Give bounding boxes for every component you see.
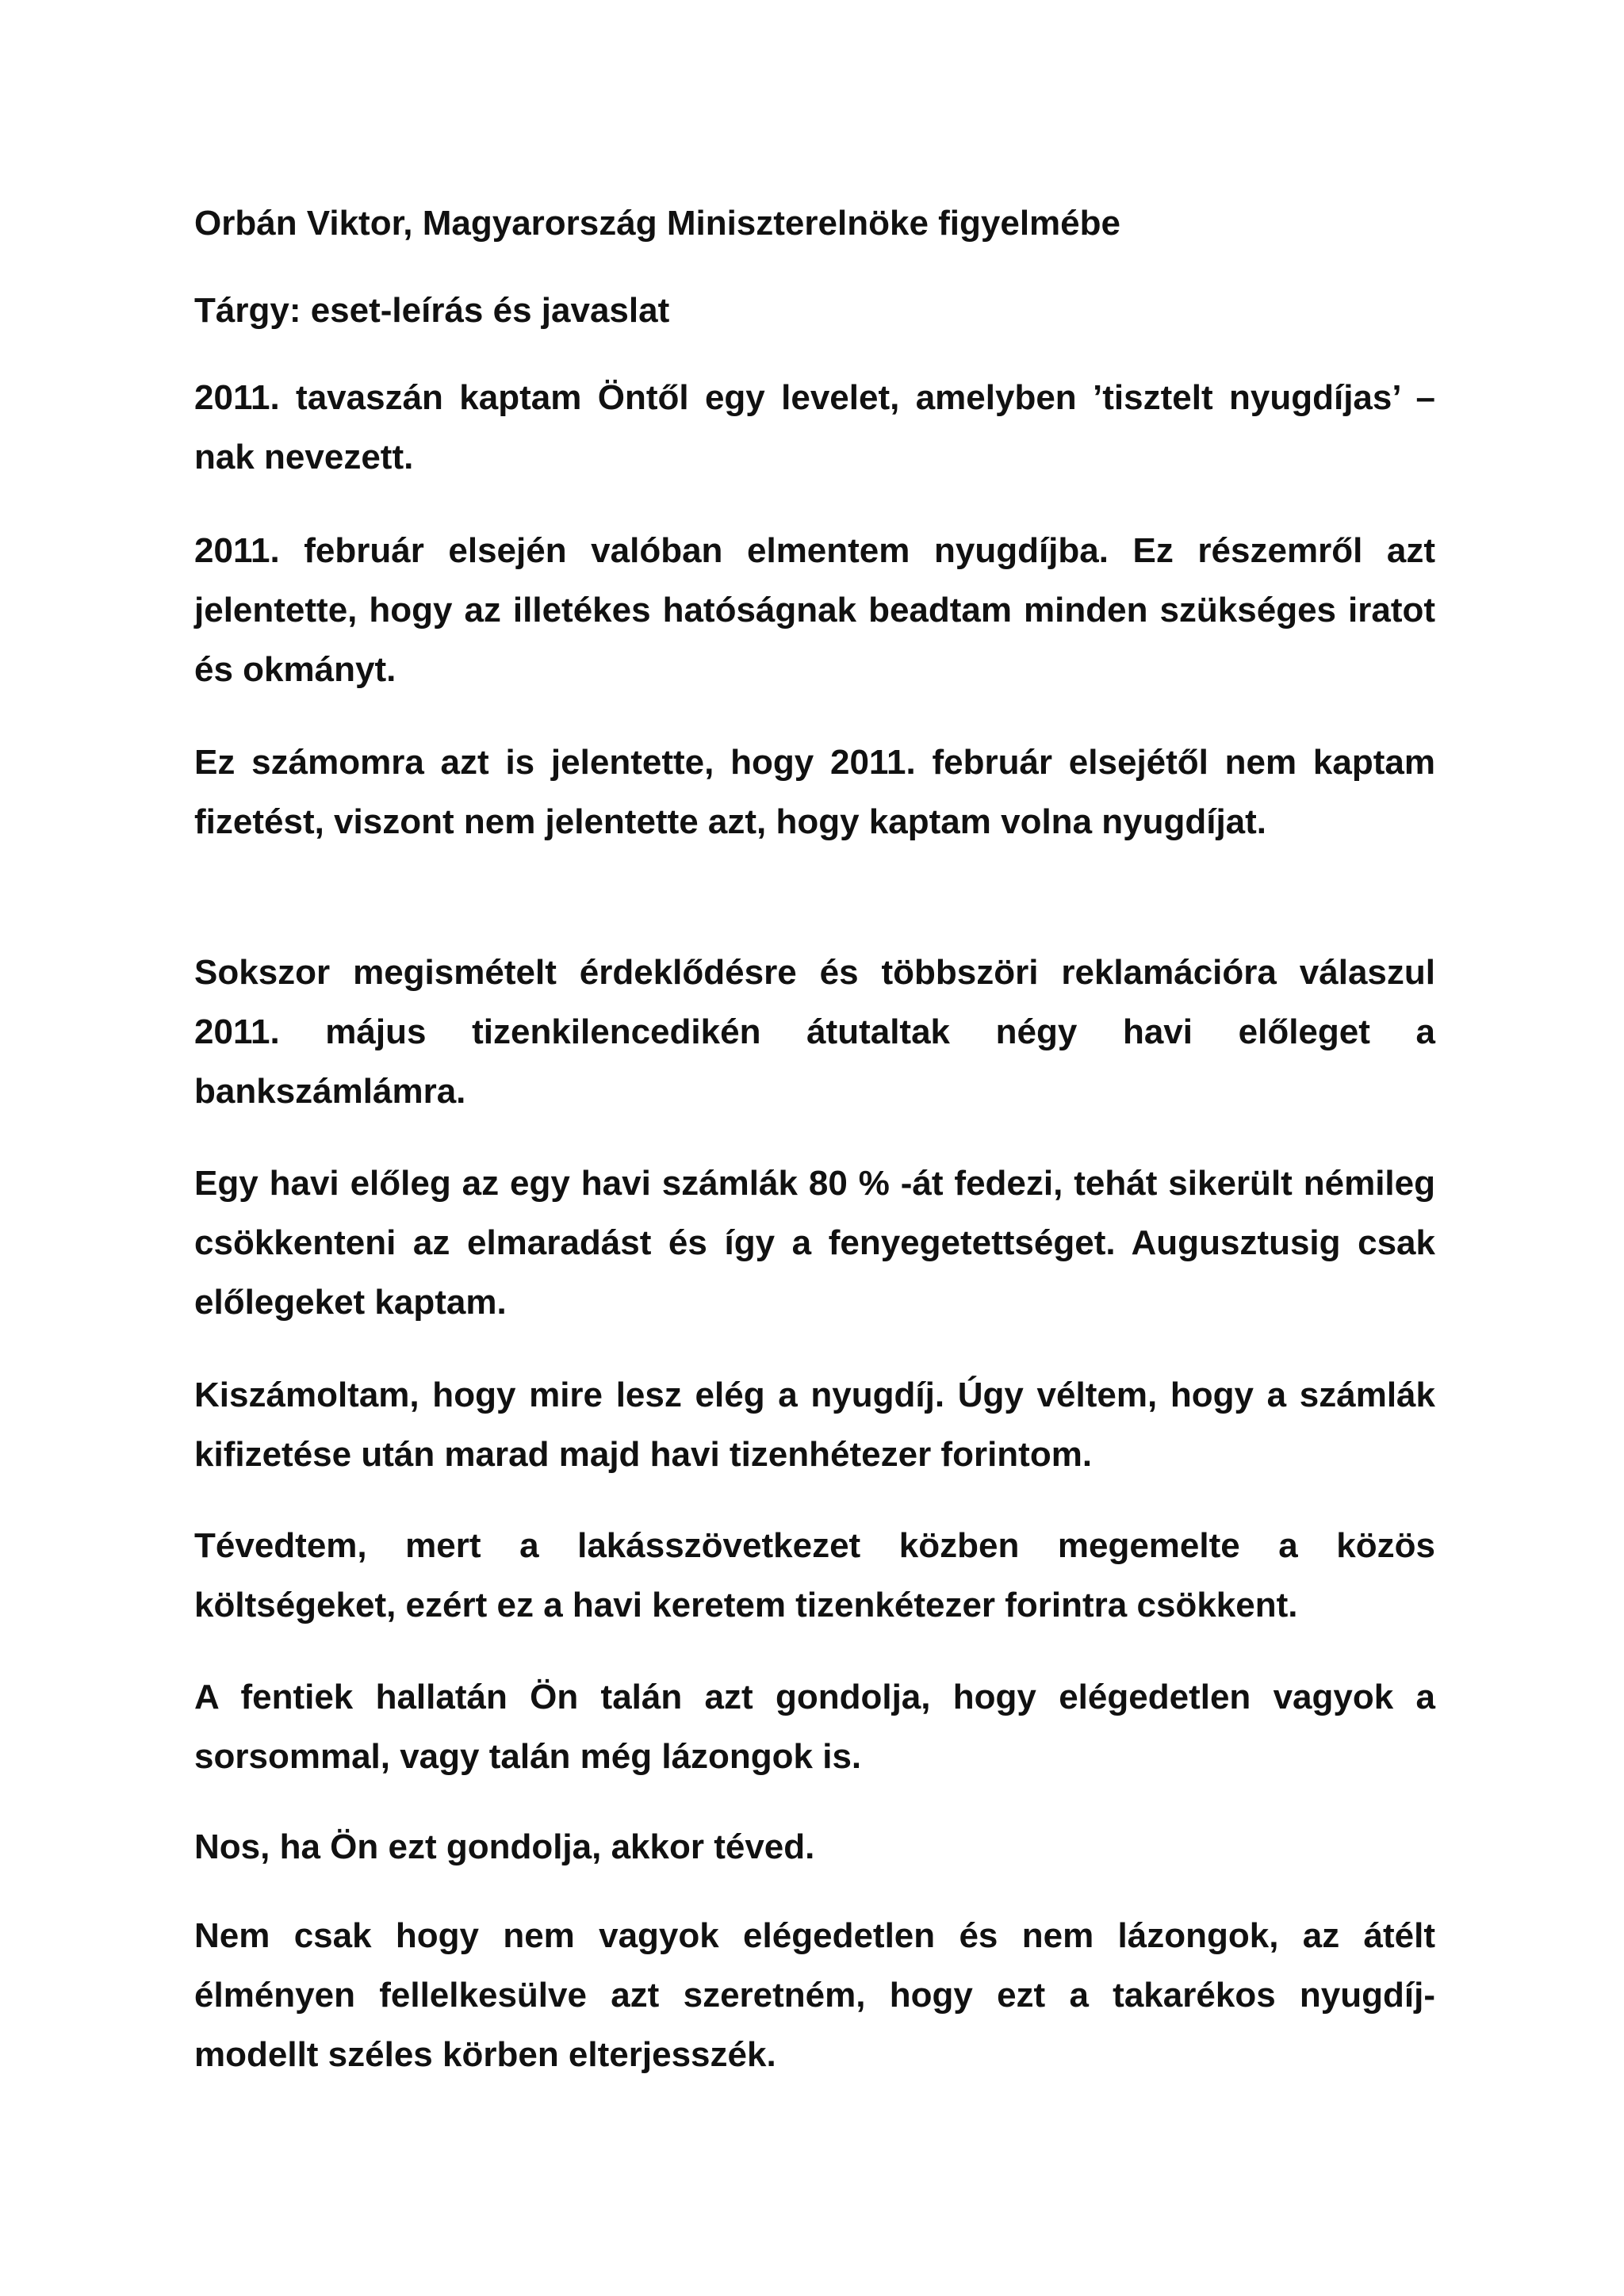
paragraph-6: Kiszámoltam, hogy mire lesz elég a nyugdíj. Úgy véltem, hogy a számlák kifizetése után marad majd havi tizenhétezer forintom. xyxy=(194,1376,1435,1474)
subject-line: Tárgy: eset-leírás és javaslat xyxy=(194,291,670,330)
addressee-line: Orbán Viktor, Magyarország Miniszterelnöke figyelmébe xyxy=(194,204,1120,243)
paragraph-2: 2011. február elsején valóban elmentem nyugdíjba. Ez részemről azt jelentette, hogy az illetékes hatóságnak beadtam minden szükséges iratot és okmányt. xyxy=(194,531,1435,689)
paragraph-3: Ez számomra azt is jelentette, hogy 2011. február elsejétől nem kaptam fizetést, viszont nem jelentette azt, hogy kaptam volna nyugdíjat. xyxy=(194,743,1435,841)
paragraph-8: A fentiek hallatán Ön talán azt gondolja, hogy elégedetlen vagyok a sorsommal, vagy talán még lázongok is. xyxy=(194,1678,1435,1776)
paragraph-1: 2011. tavaszán kaptam Öntől egy levelet, amelyben ’tisztelt nyugdíjas’ –nak nevezett. xyxy=(194,378,1435,476)
paragraph-7: Tévedtem, mert a lakásszövetkezet közben megemelte a közös költségeket, ezért ez a havi keretem tizenkétezer forintra csökkent. xyxy=(194,1526,1435,1624)
paragraph-5: Egy havi előleg az egy havi számlák 80 % -át fedezi, tehát sikerült némileg csökkenteni az elmaradást és így a fenyegetettséget. Augusztusig csak előlegeket kaptam. xyxy=(194,1164,1435,1322)
paragraph-9: Nos, ha Ön ezt gondolja, akkor téved. xyxy=(194,1827,815,1866)
paragraph-4: Sokszor megismételt érdeklődésre és többszöri reklamációra válaszul 2011. május tizenkilencedikén átutaltak négy havi előleget a bankszámlámra. xyxy=(194,953,1435,1111)
paragraph-10: Nem csak hogy nem vagyok elégedetlen és nem lázongok, az átélt élményen fellelkesülve azt szeretném, hogy ezt a takarékos nyugdíj-modellt széles körben elterjesszék. xyxy=(194,1916,1435,2074)
